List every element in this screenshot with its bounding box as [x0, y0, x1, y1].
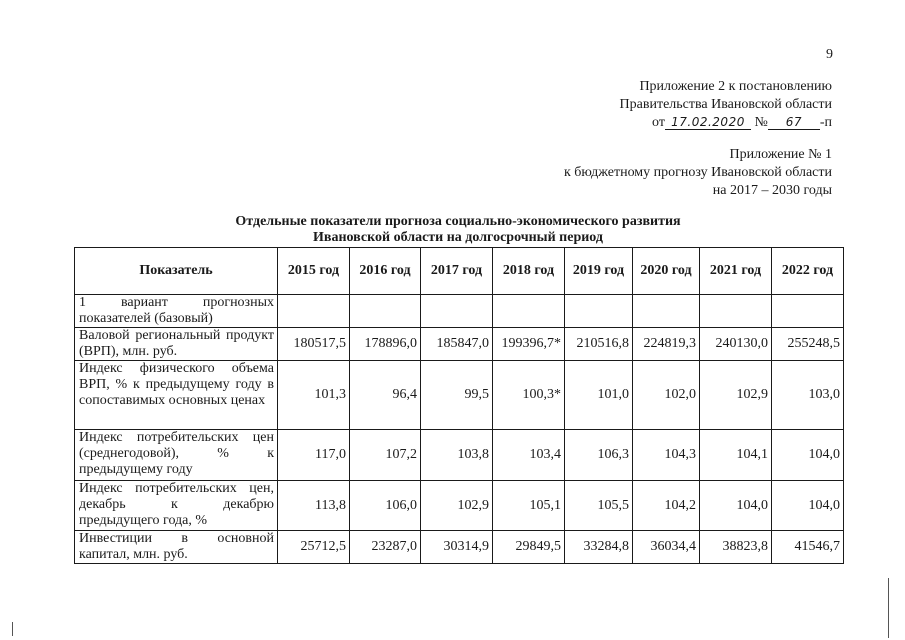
- table-cell: 101,3: [278, 361, 350, 430]
- date-prefix: от: [652, 115, 665, 130]
- table-cell: 104,0: [772, 481, 844, 531]
- table-cell: 102,9: [421, 481, 493, 531]
- table-cell: 25712,5: [278, 531, 350, 564]
- table-cell: 36034,4: [633, 531, 700, 564]
- header-year: 2015 год: [278, 248, 350, 295]
- table-cell: [565, 295, 633, 328]
- table-cell: 104,0: [772, 430, 844, 481]
- appendix-2-line1: Приложение 2 к постановлению: [639, 79, 832, 94]
- handwritten-number: 67: [768, 115, 820, 130]
- header-year: 2016 год: [350, 248, 421, 295]
- table-cell: 199396,7*: [493, 328, 565, 361]
- row-label: Индекс потребительских цен, декабрь к декабрю предыдущего года, %: [75, 481, 278, 531]
- table-cell: 38823,8: [700, 531, 772, 564]
- table-cell: 103,0: [772, 361, 844, 430]
- table-cell: 113,8: [278, 481, 350, 531]
- table-row: [75, 430, 844, 481]
- appendix-1-line2: к бюджетному прогнозу Ивановской области: [563, 165, 832, 180]
- table-cell: 224819,3: [633, 328, 700, 361]
- table-cell: 210516,8: [565, 328, 633, 361]
- table-cell: 100,3*: [493, 361, 565, 430]
- table-cell: 106,3: [565, 430, 633, 481]
- table-cell: 33284,8: [565, 531, 633, 564]
- appendix-1-header: [564, 146, 832, 200]
- table-header-row: [75, 248, 844, 295]
- table-cell: 102,0: [633, 361, 700, 430]
- title-line1: Отдельные показатели прогноза социально-экономического развития: [235, 214, 681, 229]
- table-cell: [772, 295, 844, 328]
- header-year: 2022 год: [772, 248, 844, 295]
- table-cell: [633, 295, 700, 328]
- table-cell: 29849,5: [493, 531, 565, 564]
- table-cell: 96,4: [350, 361, 421, 430]
- appendix-1-line1: Приложение № 1: [729, 147, 832, 162]
- table-cell: 101,0: [565, 361, 633, 430]
- row-label: Индекс потребительских цен (среднегодовой), % к предыдущему году: [75, 430, 278, 481]
- header-year: 2019 год: [565, 248, 633, 295]
- table-cell: 102,9: [700, 361, 772, 430]
- table-cell: 103,4: [493, 430, 565, 481]
- row-label: 1 вариант прогнозных показателей (базовый): [75, 295, 278, 328]
- table-cell: 99,5: [421, 361, 493, 430]
- table-cell: 30314,9: [421, 531, 493, 564]
- table-cell: [278, 295, 350, 328]
- handwritten-date: 17.02.2020: [665, 115, 751, 130]
- header-indicator: Показатель: [75, 248, 278, 295]
- number-suffix: -п: [819, 115, 832, 130]
- table-cell: 104,3: [633, 430, 700, 481]
- appendix-2-line2: Правительства Ивановской области: [619, 97, 832, 112]
- row-label: Индекс физического объема ВРП, % к предыдущему году в сопоставимых основных ценах: [75, 361, 278, 430]
- table-cell: 106,0: [350, 481, 421, 531]
- table-cell: 185847,0: [421, 328, 493, 361]
- row-label: Валовой региональный продукт (ВРП), млн. руб.: [75, 328, 278, 361]
- table-row: [75, 481, 844, 531]
- number-prefix: №: [754, 115, 768, 130]
- forecast-table: [74, 247, 844, 564]
- table-cell: 180517,5: [278, 328, 350, 361]
- table-cell: 255248,5: [772, 328, 844, 361]
- header-year: 2020 год: [633, 248, 700, 295]
- table-cell: 104,2: [633, 481, 700, 531]
- page-number: 9: [826, 47, 833, 62]
- row-label: Инвестиции в основной капитал, млн. руб.: [75, 531, 278, 564]
- scan-artifact-line: [12, 622, 13, 636]
- table-cell: [421, 295, 493, 328]
- table-cell: 105,5: [565, 481, 633, 531]
- title-line2: Ивановской области на долгосрочный период: [313, 230, 603, 245]
- table-cell: 117,0: [278, 430, 350, 481]
- table-cell: 104,1: [700, 430, 772, 481]
- table-cell: [493, 295, 565, 328]
- table-cell: 103,8: [421, 430, 493, 481]
- appendix-2-date-line: [620, 114, 832, 132]
- table-cell: 23287,0: [350, 531, 421, 564]
- header-year: 2021 год: [700, 248, 772, 295]
- header-year: 2018 год: [493, 248, 565, 295]
- document-title: [178, 214, 738, 246]
- table-cell: 104,0: [700, 481, 772, 531]
- appendix-2-header: [620, 78, 832, 132]
- table-row: [75, 361, 844, 430]
- table-cell: [350, 295, 421, 328]
- scan-artifact-line: [888, 578, 889, 638]
- table-cell: 107,2: [350, 430, 421, 481]
- appendix-1-line3: на 2017 – 2030 годы: [712, 183, 832, 198]
- table-cell: 178896,0: [350, 328, 421, 361]
- table-cell: 105,1: [493, 481, 565, 531]
- header-year: 2017 год: [421, 248, 493, 295]
- table-row: [75, 328, 844, 361]
- table-cell: 240130,0: [700, 328, 772, 361]
- table-cell: [700, 295, 772, 328]
- table-cell: 41546,7: [772, 531, 844, 564]
- table-row: [75, 295, 844, 328]
- table-row: [75, 531, 844, 564]
